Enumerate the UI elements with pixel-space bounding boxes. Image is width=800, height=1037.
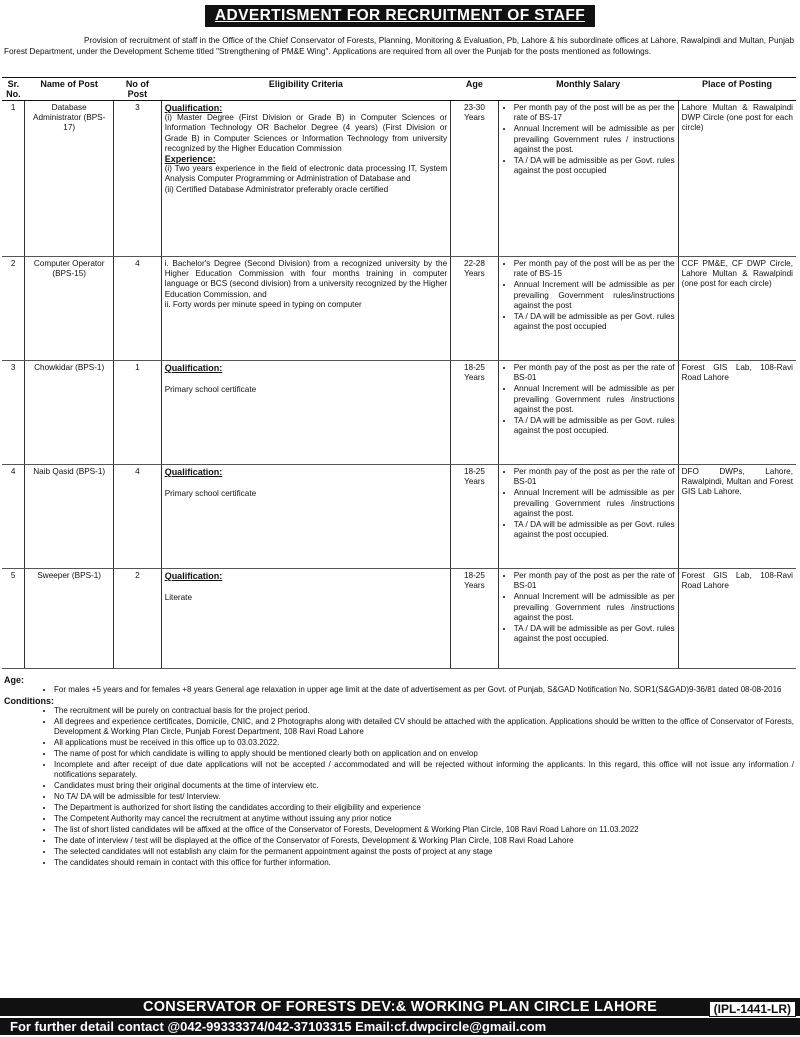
- row-salary: [498, 569, 678, 669]
- row-age: 18-25 Years: [451, 361, 499, 465]
- salary-item: • Per month pay of the post as per the rate of BS-01: [514, 363, 675, 383]
- condition-item: • The name of post for which candidate is willing to apply should be mentioned clearly both on application and on envelop: [54, 749, 794, 759]
- row-sr: 2: [2, 257, 25, 361]
- row-age: 23-30 Years: [451, 101, 499, 257]
- row-sr: 1: [2, 101, 25, 257]
- salary-item: • Annual Increment will be admissible as per prevailing Government rules /instructions against the post.: [514, 384, 675, 415]
- salary-item: • Per month pay of the post as per the rate of BS-01: [514, 467, 675, 487]
- condition-item: • All degrees and experience certificates, Domicile, CNIC, and 2 Photographs along with detailed CV should be attached with the application. Applications should be written to the office of Conservator of Forests, Development & Working Plan Circle, Punjab Forest Department, 108 Ravi Road Lahore: [54, 717, 794, 737]
- header-place: Place of Posting: [678, 78, 796, 101]
- condition-item: • The date of interview / test will be displayed at the office of the Conservator of Forests, Development & Working Plan Circle, 108 Ravi Road Lahore: [54, 836, 794, 846]
- age-heading: Age:: [4, 675, 24, 685]
- table-row: [2, 257, 796, 361]
- conditions-heading: Conditions:: [4, 696, 54, 706]
- age-note: • For males +5 years and for females +8 years General age relaxation in upper age limit at the date of advertisement as per Govt. of Punjab, S&GAD Notification No. SOR1(S&GAD)9-36/81 dated 08-08-2016: [54, 685, 794, 695]
- row-age: 18-25 Years: [451, 569, 499, 669]
- condition-item: • Candidates must bring their original documents at the time of interview etc.: [54, 781, 794, 791]
- qualification-heading: Qualification:: [164, 467, 223, 477]
- row-age: 18-25 Years: [451, 465, 499, 569]
- salary-item: • Annual Increment will be admissible as per prevailing Government rules / instructions against the post.: [514, 124, 675, 155]
- row-num: 3: [114, 101, 162, 257]
- salary-item: • TA / DA will be admissible as per Govt. rules against the post occupied: [514, 312, 675, 332]
- condition-item: • The recruitment will be purely on contractual basis for the project period.: [54, 706, 794, 716]
- table-row: [2, 465, 796, 569]
- condition-item: • All applications must be received in this office up to 03.03.2022.: [54, 738, 794, 748]
- row-criteria: [161, 465, 450, 569]
- header-salary: Monthly Salary: [498, 78, 678, 101]
- qualification-item: i. Bachelor's Degree (Second Division) from a recognized university by the Higher Education Commission with four months training in computer language or BCS (second division) from a university recognized by the Higher Education Commission, and: [164, 259, 448, 299]
- table-row: [2, 569, 796, 669]
- row-name: Sweeper (BPS-1): [25, 569, 114, 669]
- title-wrap: [0, 5, 800, 27]
- conditions-list: [4, 706, 794, 868]
- salary-item: • Annual Increment will be admissible as per prevailing Government rules /instructions against the post.: [514, 592, 675, 623]
- row-place: Forest GIS Lab, 108-Ravi Road Lahore: [678, 569, 796, 669]
- table-row: [2, 361, 796, 465]
- salary-item: • Per month pay of the post will be as per the rate of BS-17: [514, 103, 675, 123]
- row-criteria: [161, 257, 450, 361]
- row-sr: 4: [2, 465, 25, 569]
- qualification-item: Literate: [164, 593, 192, 603]
- header-criteria: Eligibility Criteria: [161, 78, 450, 101]
- condition-item: • The list of short listed candidates will be affixed at the office of the Conservator of Forests, Development & Working Plan Circle, 108 Ravi Road Lahore on 11.03.2022: [54, 825, 794, 835]
- row-sr: 5: [2, 569, 25, 669]
- experience-item: (i) Two years experience in the field of electronic data processing IT, System Analysis Computer Programming or Administration of Database and: [164, 164, 448, 184]
- row-sr: 3: [2, 361, 25, 465]
- experience-heading: Experience:: [164, 154, 216, 165]
- qualification-item: (i) Master Degree (First Division or Grade B) in Computer Sciences or Information Technology OR Bachelor Degree (4 years) (First Division or Grade B) in Computer Sciences or Information Technology from university recognized by the Higher Education Commission: [164, 113, 448, 153]
- posts-table: [2, 77, 796, 669]
- row-num: 4: [114, 257, 162, 361]
- condition-item: • The selected candidates will not establish any claim for the permanent appointment against the posts of project at any stage: [54, 847, 794, 857]
- footer-office-banner: CONSERVATOR OF FORESTS DEV:& WORKING PLAN CIRCLE LAHORE: [0, 998, 800, 1016]
- notes-section: [4, 675, 794, 869]
- qualification-heading: Qualification:: [164, 363, 223, 373]
- qualification-heading: Qualification:: [164, 103, 223, 113]
- row-place: Forest GIS Lab, 108-Ravi Road Lahore: [678, 361, 796, 465]
- salary-item: • TA / DA will be admissible as per Govt. rules against the post occupied.: [514, 520, 675, 540]
- salary-item: • Annual Increment will be admissible as per prevailing Government rules /instructions against the post.: [514, 488, 675, 519]
- table-row: [2, 101, 796, 257]
- row-num: 4: [114, 465, 162, 569]
- row-salary: [498, 361, 678, 465]
- experience-item: (ii) Certified Database Administrator preferably oracle certified: [164, 184, 389, 194]
- row-num: 1: [114, 361, 162, 465]
- row-criteria: [161, 101, 450, 257]
- condition-item: • The Competent Authority may cancel the recruitment at anytime without issuing any prior notice: [54, 814, 794, 824]
- row-place: Lahore Multan & Rawalpindi DWP Circle (one post for each circle): [678, 101, 796, 257]
- row-criteria: [161, 361, 450, 465]
- row-salary: [498, 257, 678, 361]
- row-salary: [498, 101, 678, 257]
- row-place: DFO DWPs, Lahore, Rawalpindi, Multan and Forest GIS Lab Lahore.: [678, 465, 796, 569]
- row-place: CCF PM&E, CF DWP Circle, Lahore Multan & Rawalpindi (one post for each circle): [678, 257, 796, 361]
- row-age: 22-28 Years: [451, 257, 499, 361]
- salary-item: • Per month pay of the post as per the rate of BS-01: [514, 571, 675, 591]
- qualification-item: Primary school certificate: [164, 385, 257, 395]
- condition-item: • Incomplete and after receipt of due date applications will not be accepted / accommodated and will be rejected without informing the applicants. In this regard, this office will not issue any information / notifications separately.: [54, 760, 794, 780]
- header-name: Name of Post: [25, 78, 114, 101]
- header-age: Age: [451, 78, 499, 101]
- condition-item: • The Department is authorized for short listing the candidates according to their eligibility and experience: [54, 803, 794, 813]
- reference-code: (IPL-1441-LR): [709, 1001, 796, 1017]
- condition-item: • No TA/ DA will be admissible for test/ Interview.: [54, 792, 794, 802]
- table-header-row: [2, 78, 796, 101]
- row-name: Computer Operator (BPS-15): [25, 257, 114, 361]
- header-sr: Sr. No.: [2, 78, 25, 101]
- salary-item: • TA / DA will be admissible as per Govt. rules against the post occupied: [514, 156, 675, 176]
- footer-contact-banner: For further detail contact @042-99333374/042-37103315 Email:cf.dwpcircle@gmail.com: [0, 1018, 800, 1035]
- qualification-heading: Qualification:: [164, 571, 223, 581]
- row-name: Naib Qasid (BPS-1): [25, 465, 114, 569]
- salary-item: • TA / DA will be admissible as per Govt. rules against the post occupied.: [514, 624, 675, 644]
- row-criteria: [161, 569, 450, 669]
- salary-item: • Annual Increment will be admissible as per prevailing Government rules/instructions against the post: [514, 280, 675, 311]
- condition-item: • The candidates should remain in contact with this office for further information.: [54, 858, 794, 868]
- salary-item: • Per month pay of the post will be as per the rate of BS-15: [514, 259, 675, 279]
- header-num: No of Post: [114, 78, 162, 101]
- row-salary: [498, 465, 678, 569]
- salary-item: • TA / DA will be admissible as per Govt. rules against the post occupied.: [514, 416, 675, 436]
- qualification-item: ii. Forty words per minute speed in typing on computer: [164, 299, 362, 309]
- row-name: Chowkidar (BPS-1): [25, 361, 114, 465]
- intro-paragraph: Provision of recruitment of staff in the Office of the Chief Conservator of Forests, Planning, Monitoring & Evaluation, Pb, Lahore & his subordinate offices at Lahore, Rawalpindi and Multan, Punjab Forest Department, under the Development Scheme titled "Strengthening of PM&E Wing". Applications are required from all over the Punjab for the posts mentioned as followings.: [4, 36, 794, 56]
- qualification-item: Primary school certificate: [164, 489, 257, 499]
- row-num: 2: [114, 569, 162, 669]
- row-name: Database Administrator (BPS-17): [25, 101, 114, 257]
- page-title: ADVERTISMENT FOR RECRUITMENT OF STAFF: [205, 5, 595, 27]
